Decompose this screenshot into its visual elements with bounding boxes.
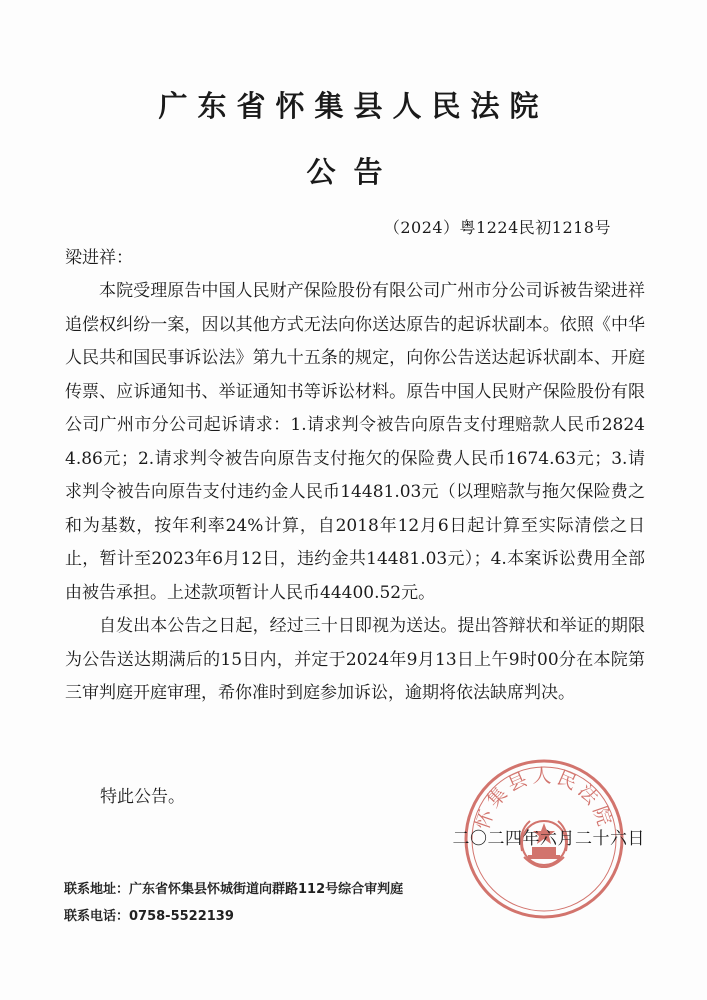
svg-text:怀集县人民法院 <box>471 765 616 832</box>
court-name: 广东省怀集县人民法院 <box>158 89 549 123</box>
addressee: 梁进祥： <box>65 248 133 268</box>
closing-remark: 特此公告。 <box>100 787 185 807</box>
document-title: 公告 <box>306 155 401 189</box>
seal-text: 怀集县人民法院 <box>471 765 617 833</box>
contact-phone: 联系电话：0758-5522139 <box>64 909 234 924</box>
notice-paragraph-claims: 本院受理原告中国人民财产保险股份有限公司广州市分公司诉被告梁进祥追偿权纠纷一案，因以其他方式无法向你送达原告的起诉状副本。依照《中华人民共和国民事诉讼法》第九十五条的规定，向你公告送达起诉状副本、开庭传票、应诉通知书、举证通知书等诉讼材料。原告中国人民财产保险股份有限公司广州市分公司起诉请求：1.请求判令被告向原告支付理赔款人民币28244.86元；2.请求判令被告向原告支付拖欠的保险费人民币1674.63元；3.请求判令被告向原告支付违约金人民币14481.03元（以理赔款与拖欠保险费之和为基数，按年利率24%计算，自2018年12月6日起计算至实际清偿之日止，暂计至2023年6月12日，违约金共14481.03元）；4.本案诉讼费用全部由被告承担。上述款项暂计人民币44400.52元。 <box>65 281 645 603</box>
notice-body <box>65 275 645 711</box>
notice-paragraph-hearing: 自发出本公告之日起，经过三十日即视为送达。提出答辩状和举证的期限为公告送达期满后的15日内，并定于2024年9月13日上午9时00分在本院第三审判庭开庭审理，希你准时到庭参加诉讼，逾期将依法缺席判决。 <box>65 616 645 703</box>
contact-address: 联系地址：广东省怀集县怀城街道向群路112号综合审判庭 <box>64 882 404 897</box>
case-number: （2024）粤1224民初1218号 <box>383 218 611 237</box>
issue-date: 二〇二四年六月二十六日 <box>452 829 645 849</box>
